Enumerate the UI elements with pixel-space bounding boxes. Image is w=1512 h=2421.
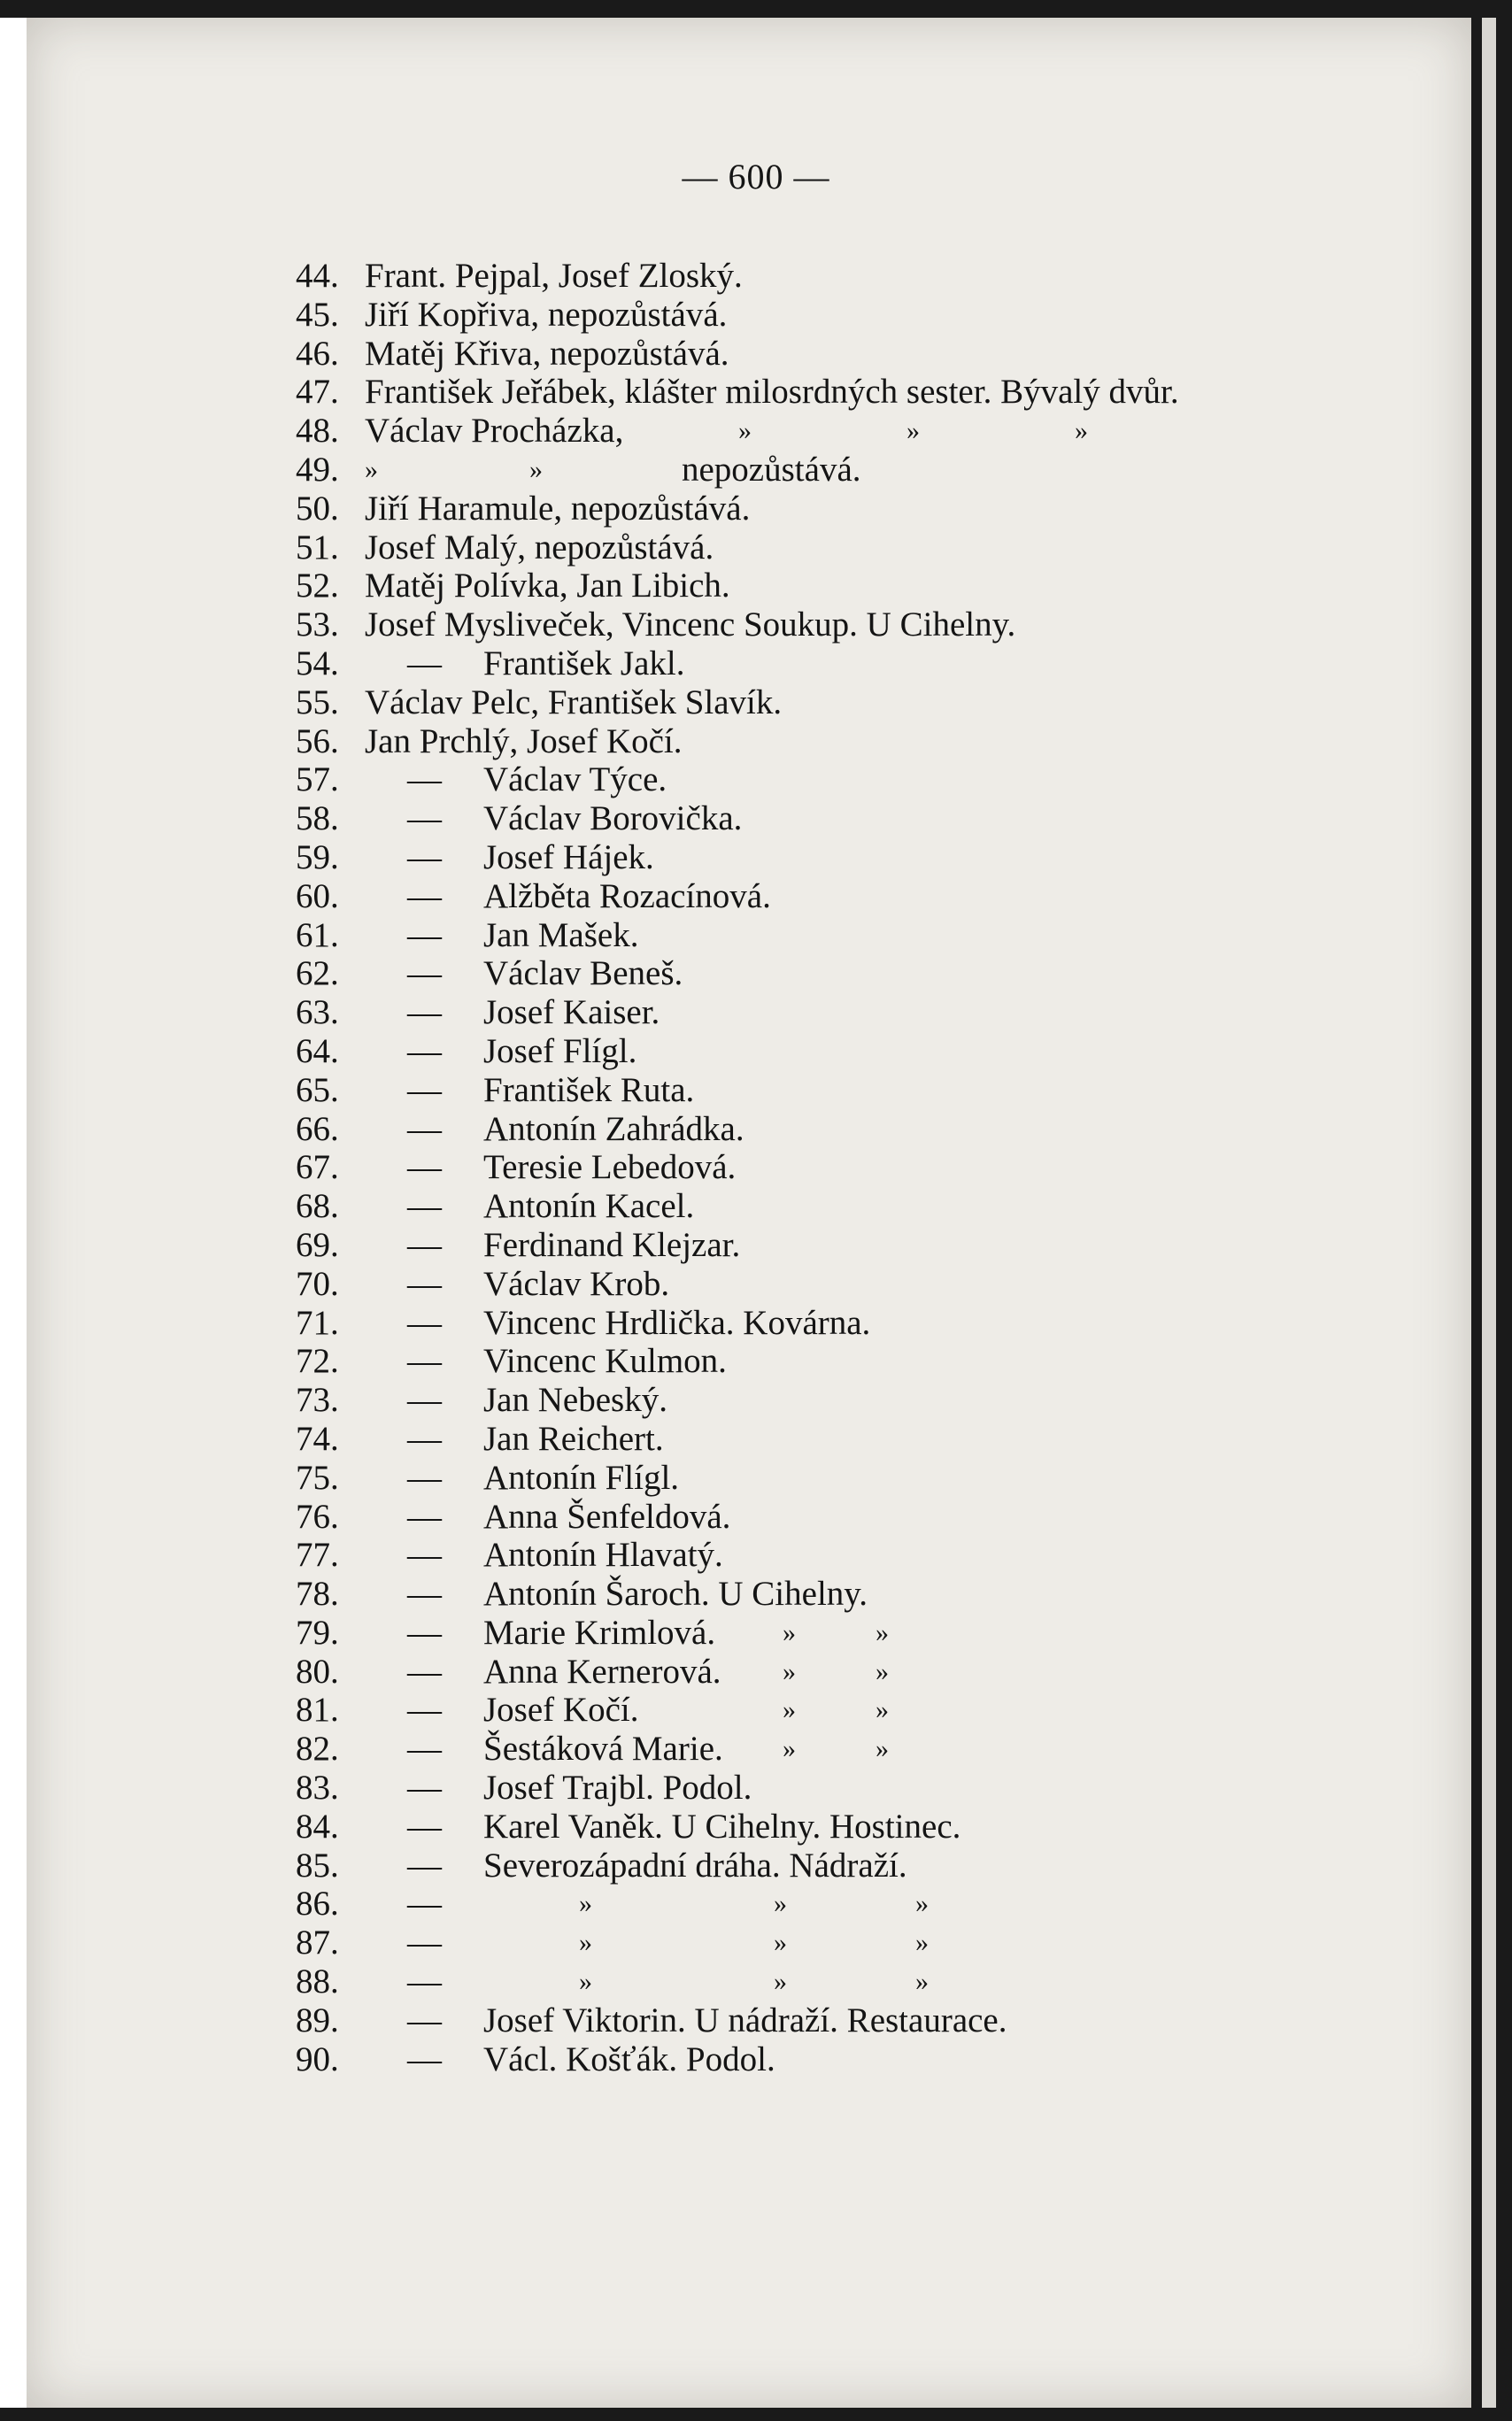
ditto-mark: »	[915, 1967, 929, 1997]
list-item	[296, 722, 1446, 761]
entry-text: Antonín Flígl.	[483, 1458, 680, 1497]
entry-number: 59.	[296, 837, 339, 876]
list-item	[296, 1420, 1446, 1459]
entry-number: 74.	[296, 1419, 339, 1458]
ditto-mark: »	[783, 1617, 796, 1647]
ditto-dash: —	[407, 1846, 442, 1885]
ditto-dash: —	[407, 1885, 442, 1924]
entry-text: Matěj Křiva, nepozůstává.	[365, 334, 729, 373]
entry-number: 52.	[296, 567, 339, 605]
ditto-mark: »	[915, 1889, 929, 1919]
ditto-mark: »	[915, 1928, 929, 1958]
entry-text: Jan Mašek.	[483, 915, 639, 954]
entry-text: nepozůstává.	[682, 450, 861, 489]
entry-number: 56.	[296, 721, 339, 760]
list-item	[296, 1962, 1446, 2001]
entry-number: 83.	[296, 1769, 339, 1808]
list-item	[296, 2040, 1446, 2079]
ditto-mark: »	[783, 1734, 796, 1764]
entry-number: 45.	[296, 295, 339, 334]
entry-number: 77.	[296, 1536, 339, 1575]
entry-text: Josef Viktorin. U nádraží. Restaurace.	[483, 2001, 1007, 2039]
entry-number: 62.	[296, 954, 339, 993]
entry-number: 65.	[296, 1070, 339, 1109]
ditto-mark: »	[579, 1889, 592, 1919]
list-item	[296, 1459, 1446, 1498]
entry-text: Václav Beneš.	[483, 954, 683, 993]
ditto-mark: »	[876, 1695, 889, 1725]
list-item	[296, 1730, 1446, 1769]
ditto-dash: —	[407, 1924, 442, 1962]
entry-text: Antonín Hlavatý.	[483, 1536, 723, 1575]
ditto-mark: »	[876, 1734, 889, 1764]
list-item	[296, 1847, 1446, 1885]
list-item	[296, 1148, 1446, 1187]
entry-text: Teresie Lebedová.	[483, 1148, 737, 1187]
ditto-mark: »	[579, 1928, 592, 1958]
entry-number: 48.	[296, 412, 339, 451]
list-item	[296, 1575, 1446, 1614]
ditto-mark: »	[774, 1928, 787, 1958]
list-item	[296, 257, 1446, 296]
entry-number: 63.	[296, 993, 339, 1032]
entry-number: 49.	[296, 450, 339, 489]
ditto-dash: —	[407, 644, 442, 682]
entry-number: 54.	[296, 644, 339, 682]
list-item	[296, 916, 1446, 955]
entry-number: 81.	[296, 1691, 339, 1730]
ditto-dash: —	[407, 1303, 442, 1342]
list-item	[296, 760, 1446, 799]
entry-number: 57.	[296, 760, 339, 799]
list-item	[296, 1187, 1446, 1226]
entry-text: Josef Trajbl. Podol.	[483, 1769, 752, 1808]
ditto-dash: —	[407, 1381, 442, 1420]
entry-number: 85.	[296, 1846, 339, 1885]
ditto-dash: —	[407, 799, 442, 838]
entry-text: Josef Kaiser.	[483, 993, 660, 1032]
entry-number: 78.	[296, 1575, 339, 1614]
ditto-dash: —	[407, 1187, 442, 1226]
entry-text: Antonín Kacel.	[483, 1187, 695, 1226]
entry-number: 82.	[296, 1730, 339, 1769]
ditto-mark: »	[1075, 416, 1088, 446]
list-item	[296, 838, 1446, 877]
ditto-mark: »	[906, 416, 920, 446]
ditto-dash: —	[407, 1070, 442, 1109]
ditto-mark: »	[529, 454, 543, 484]
entry-text: Václav Krob.	[483, 1264, 670, 1303]
scan-border-top	[0, 0, 1512, 18]
ditto-dash: —	[407, 1691, 442, 1730]
ditto-mark: »	[876, 1656, 889, 1686]
entry-number: 75.	[296, 1458, 339, 1497]
entry-text: Jiří Kopřiva, nepozůstává.	[365, 295, 728, 334]
ditto-dash: —	[407, 1031, 442, 1070]
entry-number: 58.	[296, 799, 339, 838]
entry-number: 79.	[296, 1613, 339, 1652]
list-item	[296, 451, 1446, 490]
entry-number: 70.	[296, 1264, 339, 1303]
list-item	[296, 567, 1446, 605]
list-item	[296, 1498, 1446, 1537]
ditto-mark: »	[738, 416, 752, 446]
entry-number: 71.	[296, 1303, 339, 1342]
ditto-dash: —	[407, 1264, 442, 1303]
entry-text: Vincenc Kulmon.	[483, 1342, 727, 1381]
entry-text: Antonín Zahrádka.	[483, 1109, 744, 1148]
entry-text: František Jakl.	[483, 644, 685, 682]
ditto-dash: —	[407, 1536, 442, 1575]
list-item	[296, 528, 1446, 567]
ditto-dash: —	[407, 954, 442, 993]
list-item	[296, 1924, 1446, 1962]
entry-number: 47.	[296, 373, 339, 412]
scan-edge-strip	[1482, 18, 1496, 2408]
entry-number: 67.	[296, 1148, 339, 1187]
list-item	[296, 1032, 1446, 1071]
list-item	[296, 993, 1446, 1032]
list-item	[296, 605, 1446, 644]
list-item	[296, 1381, 1446, 1420]
ditto-dash: —	[407, 1458, 442, 1497]
entry-number: 76.	[296, 1497, 339, 1536]
ditto-dash: —	[407, 1962, 442, 2001]
entry-text: Alžběta Rozacínová.	[483, 876, 771, 915]
entry-text: Antonín Šaroch. U Cihelny.	[483, 1575, 868, 1614]
entry-text: Anna Šenfeldová.	[483, 1497, 731, 1536]
list-item	[296, 1226, 1446, 1265]
list-item	[296, 1769, 1446, 1808]
entry-number: 89.	[296, 2001, 339, 2039]
list-item	[296, 644, 1446, 683]
ditto-dash: —	[407, 1575, 442, 1614]
list-item	[296, 1536, 1446, 1575]
entry-text: Anna Kernerová.	[483, 1652, 721, 1691]
list-item	[296, 2001, 1446, 2040]
ditto-dash: —	[407, 915, 442, 954]
ditto-dash: —	[407, 2039, 442, 2078]
entry-text: Jan Reichert.	[483, 1419, 664, 1458]
entry-text: Josef Malý, nepozůstává.	[365, 528, 714, 567]
entry-number: 53.	[296, 605, 339, 644]
entry-number: 55.	[296, 682, 339, 721]
entry-number: 72.	[296, 1342, 339, 1381]
entry-number: 68.	[296, 1187, 339, 1226]
list-item	[296, 335, 1446, 374]
entry-text: Jan Prchlý, Josef Kočí.	[365, 721, 683, 760]
entry-text: Václav Týce.	[483, 760, 667, 799]
list-item	[296, 799, 1446, 838]
entry-text: Frant. Pejpal, Josef Zloský.	[365, 257, 743, 295]
list-item	[296, 296, 1446, 335]
list-item	[296, 954, 1446, 993]
entry-number: 46.	[296, 334, 339, 373]
ditto-dash: —	[407, 993, 442, 1032]
ditto-mark: »	[774, 1889, 787, 1919]
ditto-dash: —	[407, 1225, 442, 1264]
list-item	[296, 373, 1446, 412]
list-item	[296, 1808, 1446, 1847]
entry-text: Václav Borovička.	[483, 799, 743, 838]
list-item	[296, 412, 1446, 451]
list-item	[296, 1304, 1446, 1343]
entry-number: 84.	[296, 1807, 339, 1846]
ditto-dash: —	[407, 837, 442, 876]
ditto-dash: —	[407, 1419, 442, 1458]
entry-number: 64.	[296, 1031, 339, 1070]
entry-text: František Ruta.	[483, 1070, 695, 1109]
list-item	[296, 1691, 1446, 1730]
ditto-mark: »	[774, 1967, 787, 1997]
ditto-dash: —	[407, 1497, 442, 1536]
list-item	[296, 877, 1446, 916]
ditto-mark: »	[365, 454, 378, 484]
ditto-mark: »	[876, 1617, 889, 1647]
list-item	[296, 1071, 1446, 1110]
ditto-dash: —	[407, 1342, 442, 1381]
ditto-mark: »	[783, 1695, 796, 1725]
entry-number: 69.	[296, 1225, 339, 1264]
list-item	[296, 683, 1446, 722]
entry-text: Jiří Haramule, nepozůstává.	[365, 489, 751, 528]
entry-text: Václ. Košťák. Podol.	[483, 2039, 775, 2078]
entry-number: 50.	[296, 489, 339, 528]
entry-text: Severozápadní dráha. Nádraží.	[483, 1846, 907, 1885]
entry-number: 80.	[296, 1652, 339, 1691]
list-item	[296, 1110, 1446, 1149]
entry-number: 44.	[296, 257, 339, 295]
page-number: — 600 —	[682, 157, 830, 197]
ditto-dash: —	[407, 1807, 442, 1846]
list-item	[296, 490, 1446, 528]
ditto-dash: —	[407, 1652, 442, 1691]
ditto-dash: —	[407, 876, 442, 915]
entry-number: 66.	[296, 1109, 339, 1148]
ditto-mark: »	[579, 1967, 592, 1997]
entry-list	[296, 257, 1446, 2078]
entry-number: 90.	[296, 2039, 339, 2078]
entry-text: Josef Kočí.	[483, 1691, 639, 1730]
entry-number: 88.	[296, 1962, 339, 2001]
ditto-dash: —	[407, 1769, 442, 1808]
entry-text: Václav Procházka,	[365, 412, 624, 451]
entry-number: 87.	[296, 1924, 339, 1962]
entry-text: Vincenc Hrdlička. Kovárna.	[483, 1303, 871, 1342]
entry-text: Josef Flígl.	[483, 1031, 637, 1070]
list-item	[296, 1653, 1446, 1692]
entry-number: 60.	[296, 876, 339, 915]
entry-text: Jan Nebeský.	[483, 1381, 667, 1420]
ditto-dash: —	[407, 1109, 442, 1148]
entry-text: Ferdinand Klejzar.	[483, 1225, 741, 1264]
ditto-dash: —	[407, 1613, 442, 1652]
entry-text: Marie Krimlová.	[483, 1613, 716, 1652]
list-item	[296, 1614, 1446, 1653]
ditto-dash: —	[407, 760, 442, 799]
ditto-mark: »	[783, 1656, 796, 1686]
entry-number: 73.	[296, 1381, 339, 1420]
ditto-dash: —	[407, 1730, 442, 1769]
list-item	[296, 1342, 1446, 1381]
ditto-dash: —	[407, 1148, 442, 1187]
entry-text: Šestáková Marie.	[483, 1730, 723, 1769]
entry-text: Josef Hájek.	[483, 837, 654, 876]
entry-text: Václav Pelc, František Slavík.	[365, 682, 783, 721]
entry-text: Karel Vaněk. U Cihelny. Hostinec.	[483, 1807, 961, 1846]
entry-text: František Jeřábek, klášter milosrdných sester. Bývalý dvůr.	[365, 373, 1179, 412]
list-item	[296, 1265, 1446, 1304]
entry-text: Josef Mysliveček, Vincenc Soukup. U Cihelny.	[365, 605, 1016, 644]
list-item	[296, 1885, 1446, 1924]
scan-border-bottom	[0, 2408, 1512, 2421]
ditto-dash: —	[407, 2001, 442, 2039]
entry-number: 61.	[296, 915, 339, 954]
entry-number: 51.	[296, 528, 339, 567]
entry-text: Matěj Polívka, Jan Libich.	[365, 567, 730, 605]
entry-number: 86.	[296, 1885, 339, 1924]
